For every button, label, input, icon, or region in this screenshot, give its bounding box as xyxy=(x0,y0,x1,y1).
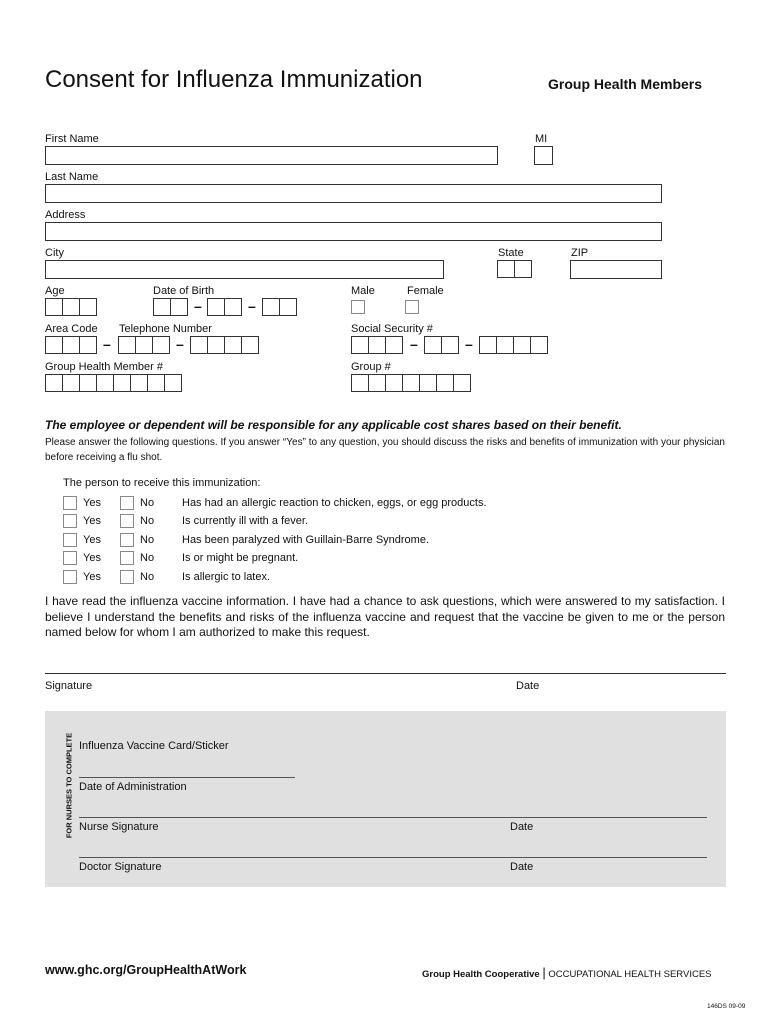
yes-label: Yes xyxy=(83,552,101,564)
yes-checkbox[interactable] xyxy=(63,496,77,510)
nurse-signature-line[interactable] xyxy=(79,817,707,818)
nurse-section xyxy=(45,711,726,887)
age-label: Age xyxy=(45,285,65,297)
doctor-date-label: Date xyxy=(510,861,534,873)
address-label: Address xyxy=(45,209,86,221)
zip-input[interactable] xyxy=(570,260,662,279)
instructions-text: Please answer the following questions. If you answer “Yes” to any question, you should discuss the risks and benefits of immunization with your physician before receiving a flu shot. xyxy=(45,437,725,463)
vaccine-card-label: Influenza Vaccine Card/Sticker xyxy=(79,740,229,752)
mi-label: MI xyxy=(535,133,548,145)
ssn-dash-1: – xyxy=(410,336,418,352)
question-row xyxy=(63,513,308,529)
phone-line-cells[interactable] xyxy=(190,336,258,354)
footer-url[interactable]: www.ghc.org/GroupHealthAtWork xyxy=(45,963,247,977)
yes-checkbox[interactable] xyxy=(63,514,77,528)
yes-label: Yes xyxy=(83,515,101,527)
age-cells[interactable] xyxy=(45,298,96,316)
dob-month-cells[interactable] xyxy=(153,298,187,316)
no-label: No xyxy=(140,497,155,509)
form-code: 146DS 09-09 xyxy=(707,1003,746,1010)
mi-input[interactable] xyxy=(534,146,553,165)
male-label: Male xyxy=(351,285,375,297)
yes-checkbox[interactable] xyxy=(63,551,77,565)
male-checkbox[interactable] xyxy=(351,300,365,314)
page-subtitle: Group Health Members xyxy=(548,76,703,92)
no-label: No xyxy=(140,515,155,527)
female-label: Female xyxy=(407,285,444,297)
telephone-label: Telephone Number xyxy=(119,323,212,335)
state-label: State xyxy=(498,247,524,259)
female-checkbox[interactable] xyxy=(405,300,419,314)
ssn-dash-2: – xyxy=(465,336,473,352)
area-code-cells[interactable] xyxy=(45,336,96,354)
last-name-input[interactable] xyxy=(45,184,662,203)
questions-intro: The person to receive this immunization: xyxy=(63,477,261,489)
city-input[interactable] xyxy=(45,260,444,279)
dob-dash-2: – xyxy=(248,298,256,314)
no-checkbox[interactable] xyxy=(120,514,134,528)
date-admin-line[interactable] xyxy=(79,777,295,778)
nurses-vertical-label: FOR NURSES TO COMPLETE xyxy=(64,732,74,839)
dob-day-cells[interactable] xyxy=(207,298,241,316)
no-label: No xyxy=(140,571,155,583)
group-number-label: Group # xyxy=(351,361,391,373)
page-title: Consent for Influenza Immunization xyxy=(45,66,423,93)
yes-checkbox[interactable] xyxy=(63,570,77,584)
ssn-part1-cells[interactable] xyxy=(351,336,402,354)
yes-checkbox[interactable] xyxy=(63,533,77,547)
org-name: Group Health Cooperative xyxy=(422,969,540,980)
ssn-label: Social Security # xyxy=(351,323,433,335)
signature-date-label: Date xyxy=(516,680,540,692)
cost-share-notice: The employee or dependent will be responsible for any applicable cost shares based on their benefit. xyxy=(45,418,622,432)
yes-label: Yes xyxy=(83,571,101,583)
first-name-label: First Name xyxy=(45,133,99,145)
city-label: City xyxy=(45,247,64,259)
address-input[interactable] xyxy=(45,222,662,241)
zip-label: ZIP xyxy=(571,247,589,259)
first-name-input[interactable] xyxy=(45,146,498,165)
question-row xyxy=(63,532,429,548)
footer-separator: | xyxy=(542,965,546,980)
doctor-signature-label: Doctor Signature xyxy=(79,861,162,873)
yes-label: Yes xyxy=(83,497,101,509)
last-name-label: Last Name xyxy=(45,171,99,183)
signature-label: Signature xyxy=(45,680,93,692)
no-checkbox[interactable] xyxy=(120,496,134,510)
no-checkbox[interactable] xyxy=(120,533,134,547)
question-row xyxy=(63,550,298,566)
question-text: Is currently ill with a fever. xyxy=(182,515,308,527)
phone-prefix-cells[interactable] xyxy=(118,336,169,354)
consent-statement: I have read the influenza vaccine information. I have had a chance to ask questions, which were answered to my satisfaction. I believe I understand the benefits and risks of the influenza vaccine and request that the vaccine be given to me or the person named below for whom I am authorized to make this request. xyxy=(45,594,725,639)
nurse-signature-label: Nurse Signature xyxy=(79,821,159,833)
member-number-label: Group Health Member # xyxy=(45,361,163,373)
yes-label: Yes xyxy=(83,534,101,546)
member-number-cells[interactable] xyxy=(45,374,181,392)
dob-label: Date of Birth xyxy=(153,285,215,297)
footer-organization xyxy=(422,965,712,980)
no-checkbox[interactable] xyxy=(120,551,134,565)
group-number-cells[interactable] xyxy=(351,374,470,392)
no-checkbox[interactable] xyxy=(120,570,134,584)
ssn-part2-cells[interactable] xyxy=(424,336,458,354)
no-label: No xyxy=(140,552,155,564)
state-cells[interactable] xyxy=(497,260,531,278)
question-row xyxy=(63,569,270,585)
question-text: Is allergic to latex. xyxy=(182,571,271,583)
doctor-signature-line[interactable] xyxy=(79,857,707,858)
question-text: Is or might be pregnant. xyxy=(182,552,299,564)
org-department: OCCUPATIONAL HEALTH SERVICES xyxy=(548,969,712,980)
area-code-label: Area Code xyxy=(45,323,98,335)
no-label: No xyxy=(140,534,155,546)
question-text: Has had an allergic reaction to chicken, eggs, or egg products. xyxy=(182,497,487,509)
nurse-date-label: Date xyxy=(510,821,534,833)
dob-dash-1: – xyxy=(194,298,202,314)
dob-year-cells[interactable] xyxy=(262,298,296,316)
ssn-part3-cells[interactable] xyxy=(479,336,547,354)
question-text: Has been paralyzed with Guillain-Barre Syndrome. xyxy=(182,534,430,546)
question-row xyxy=(63,495,487,511)
phone-dash-2: – xyxy=(176,336,184,352)
phone-dash-1: – xyxy=(103,336,111,352)
date-administration-label: Date of Administration xyxy=(79,781,187,793)
signature-line[interactable] xyxy=(45,673,726,674)
